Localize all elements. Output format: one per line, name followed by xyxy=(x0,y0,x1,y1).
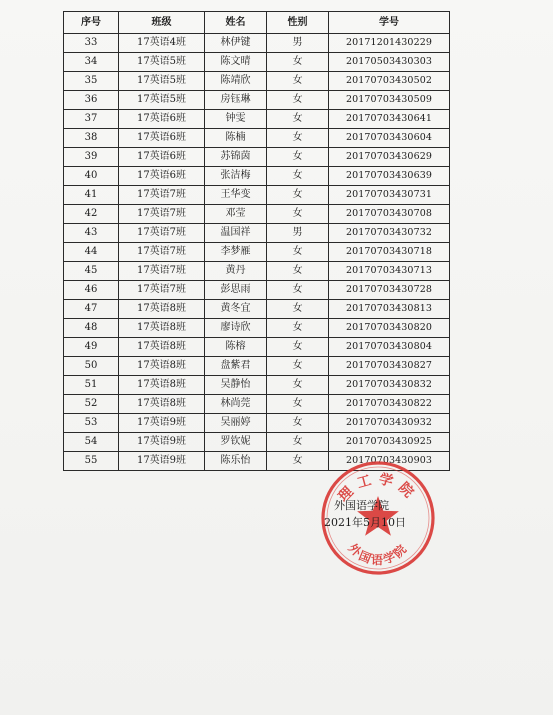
cell-gender: 女 xyxy=(267,433,329,452)
cell-name: 罗钦妮 xyxy=(205,433,267,452)
cell-gender: 女 xyxy=(267,167,329,186)
table-row xyxy=(64,262,450,281)
cell-class: 17英语6班 xyxy=(119,110,205,129)
cell-student-id: 20170703430804 xyxy=(329,338,450,357)
cell-name: 廖诗欣 xyxy=(205,319,267,338)
cell-name: 陈榕 xyxy=(205,338,267,357)
table-row xyxy=(64,186,450,205)
cell-name: 陈文晴 xyxy=(205,53,267,72)
document-date: 2021年5月10日 xyxy=(324,516,406,529)
header-gender: 性别 xyxy=(267,12,329,34)
cell-gender: 女 xyxy=(267,300,329,319)
cell-gender: 女 xyxy=(267,243,329,262)
cell-gender: 女 xyxy=(267,186,329,205)
cell-class: 17英语8班 xyxy=(119,376,205,395)
cell-class: 17英语9班 xyxy=(119,452,205,471)
cell-name: 王华变 xyxy=(205,186,267,205)
cell-class: 17英语7班 xyxy=(119,262,205,281)
table-row xyxy=(64,205,450,224)
cell-name: 陈乐怡 xyxy=(205,452,267,471)
table-row xyxy=(64,357,450,376)
cell-index: 33 xyxy=(64,34,119,53)
cell-gender: 女 xyxy=(267,281,329,300)
cell-student-id: 20170703430925 xyxy=(329,433,450,452)
cell-gender: 男 xyxy=(267,224,329,243)
cell-class: 17英语5班 xyxy=(119,91,205,110)
table-row xyxy=(64,300,450,319)
cell-index: 50 xyxy=(64,357,119,376)
cell-class: 17英语6班 xyxy=(119,148,205,167)
table-row xyxy=(64,34,450,53)
cell-class: 17英语8班 xyxy=(119,395,205,414)
cell-index: 52 xyxy=(64,395,119,414)
cell-name: 陈楠 xyxy=(205,129,267,148)
header-index: 序号 xyxy=(64,12,119,34)
cell-gender: 男 xyxy=(267,34,329,53)
cell-index: 41 xyxy=(64,186,119,205)
cell-name: 陈靖欣 xyxy=(205,72,267,91)
cell-class: 17英语7班 xyxy=(119,281,205,300)
cell-gender: 女 xyxy=(267,53,329,72)
table-row xyxy=(64,414,450,433)
table-row xyxy=(64,376,450,395)
cell-index: 51 xyxy=(64,376,119,395)
cell-student-id: 20170703430713 xyxy=(329,262,450,281)
cell-class: 17英语9班 xyxy=(119,433,205,452)
cell-index: 35 xyxy=(64,72,119,91)
cell-name: 温国祥 xyxy=(205,224,267,243)
cell-index: 40 xyxy=(64,167,119,186)
cell-student-id: 20170703430639 xyxy=(329,167,450,186)
cell-name: 张洁梅 xyxy=(205,167,267,186)
table-row xyxy=(64,148,450,167)
cell-class: 17英语7班 xyxy=(119,205,205,224)
cell-student-id: 20170703430731 xyxy=(329,186,450,205)
table-row xyxy=(64,319,450,338)
cell-student-id: 20170703430827 xyxy=(329,357,450,376)
cell-gender: 女 xyxy=(267,395,329,414)
cell-student-id: 20170503430303 xyxy=(329,53,450,72)
cell-name: 房钰琳 xyxy=(205,91,267,110)
cell-class: 17英语7班 xyxy=(119,186,205,205)
cell-gender: 女 xyxy=(267,129,329,148)
cell-class: 17英语8班 xyxy=(119,338,205,357)
cell-student-id: 20170703430509 xyxy=(329,91,450,110)
cell-index: 43 xyxy=(64,224,119,243)
student-roster-table xyxy=(63,11,450,471)
cell-index: 48 xyxy=(64,319,119,338)
cell-class: 17英语8班 xyxy=(119,357,205,376)
cell-class: 17英语5班 xyxy=(119,72,205,91)
cell-class: 17英语4班 xyxy=(119,34,205,53)
cell-student-id: 20171201430229 xyxy=(329,34,450,53)
table-row xyxy=(64,72,450,91)
cell-index: 46 xyxy=(64,281,119,300)
cell-gender: 女 xyxy=(267,452,329,471)
cell-name: 吴静怡 xyxy=(205,376,267,395)
cell-name: 黄冬宜 xyxy=(205,300,267,319)
table-row xyxy=(64,338,450,357)
table-row xyxy=(64,433,450,452)
cell-student-id: 20170703430932 xyxy=(329,414,450,433)
cell-index: 47 xyxy=(64,300,119,319)
cell-gender: 女 xyxy=(267,205,329,224)
header-class: 班级 xyxy=(119,12,205,34)
cell-student-id: 20170703430718 xyxy=(329,243,450,262)
cell-index: 44 xyxy=(64,243,119,262)
cell-name: 彭思雨 xyxy=(205,281,267,300)
cell-gender: 女 xyxy=(267,338,329,357)
cell-student-id: 20170703430903 xyxy=(329,452,450,471)
cell-index: 37 xyxy=(64,110,119,129)
cell-class: 17英语8班 xyxy=(119,300,205,319)
cell-gender: 女 xyxy=(267,262,329,281)
table-row xyxy=(64,243,450,262)
cell-class: 17英语7班 xyxy=(119,243,205,262)
cell-gender: 女 xyxy=(267,357,329,376)
cell-student-id: 20170703430820 xyxy=(329,319,450,338)
cell-name: 李梦雁 xyxy=(205,243,267,262)
cell-name: 钟雯 xyxy=(205,110,267,129)
cell-index: 36 xyxy=(64,91,119,110)
header-student-id: 学号 xyxy=(329,12,450,34)
cell-index: 34 xyxy=(64,53,119,72)
cell-gender: 女 xyxy=(267,148,329,167)
cell-student-id: 20170703430832 xyxy=(329,376,450,395)
cell-name: 林尚莞 xyxy=(205,395,267,414)
seal-bottom-text: 外国语学院 xyxy=(345,540,411,567)
cell-gender: 女 xyxy=(267,110,329,129)
cell-gender: 女 xyxy=(267,72,329,91)
cell-class: 17英语6班 xyxy=(119,129,205,148)
table-row xyxy=(64,281,450,300)
cell-name: 黄丹 xyxy=(205,262,267,281)
cell-index: 54 xyxy=(64,433,119,452)
cell-class: 17英语5班 xyxy=(119,53,205,72)
cell-index: 38 xyxy=(64,129,119,148)
cell-gender: 女 xyxy=(267,91,329,110)
table-row xyxy=(64,91,450,110)
cell-index: 49 xyxy=(64,338,119,357)
cell-class: 17英语9班 xyxy=(119,414,205,433)
table-row xyxy=(64,110,450,129)
cell-gender: 女 xyxy=(267,319,329,338)
table-body xyxy=(64,34,450,471)
cell-name: 吴丽婷 xyxy=(205,414,267,433)
cell-index: 39 xyxy=(64,148,119,167)
cell-gender: 女 xyxy=(267,414,329,433)
cell-index: 55 xyxy=(64,452,119,471)
cell-index: 53 xyxy=(64,414,119,433)
cell-name: 邓莹 xyxy=(205,205,267,224)
table-row xyxy=(64,395,450,414)
header-name: 姓名 xyxy=(205,12,267,34)
cell-student-id: 20170703430813 xyxy=(329,300,450,319)
table-row xyxy=(64,167,450,186)
cell-student-id: 20170703430641 xyxy=(329,110,450,129)
cell-class: 17英语6班 xyxy=(119,167,205,186)
department-name: 外国语学院 xyxy=(334,499,389,512)
cell-student-id: 20170703430728 xyxy=(329,281,450,300)
cell-student-id: 20170703430822 xyxy=(329,395,450,414)
cell-name: 苏锦茵 xyxy=(205,148,267,167)
cell-class: 17英语8班 xyxy=(119,319,205,338)
cell-student-id: 20170703430629 xyxy=(329,148,450,167)
cell-gender: 女 xyxy=(267,376,329,395)
cell-index: 42 xyxy=(64,205,119,224)
table-row xyxy=(64,53,450,72)
table-row xyxy=(64,129,450,148)
cell-index: 45 xyxy=(64,262,119,281)
seal-top-text: 理工学院 xyxy=(335,471,421,506)
cell-student-id: 20170703430604 xyxy=(329,129,450,148)
cell-class: 17英语7班 xyxy=(119,224,205,243)
table-header-row xyxy=(64,12,450,34)
cell-student-id: 20170703430732 xyxy=(329,224,450,243)
table-row xyxy=(64,224,450,243)
cell-name: 盘紫君 xyxy=(205,357,267,376)
cell-student-id: 20170703430708 xyxy=(329,205,450,224)
cell-student-id: 20170703430502 xyxy=(329,72,450,91)
cell-name: 林伊键 xyxy=(205,34,267,53)
